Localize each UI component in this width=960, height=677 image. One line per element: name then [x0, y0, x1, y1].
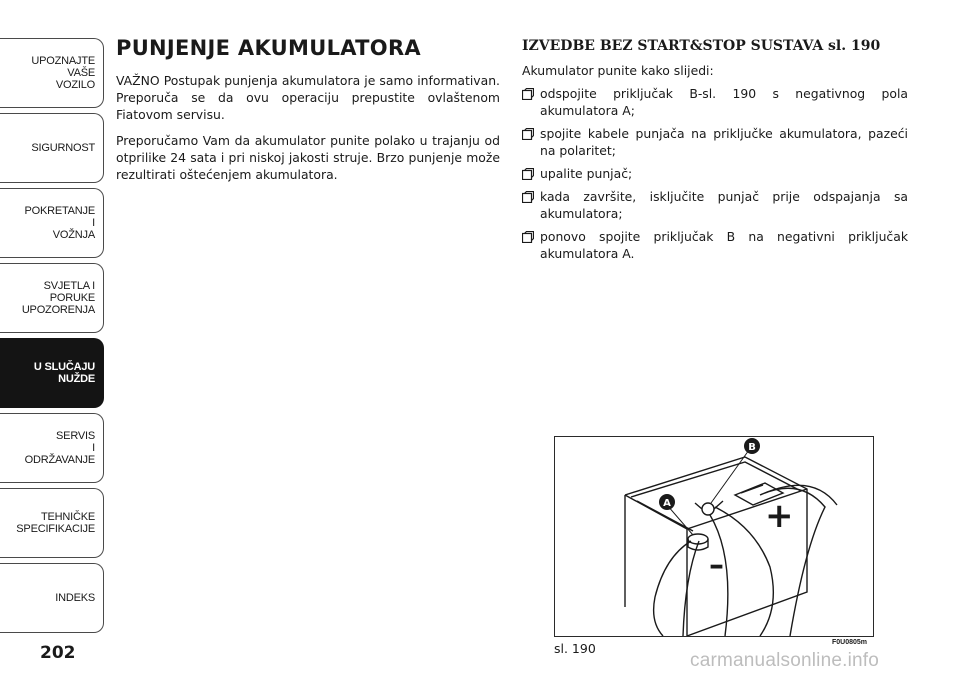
list-item: [522, 125, 908, 159]
subsection-heading: IZVEDBE BEZ START&STOP SUSTAVA sl. 190: [522, 38, 881, 54]
battery-figure: [554, 436, 874, 637]
step-text: kada završite, isključite punjač prije odspajanja sa akumulatora;: [540, 189, 908, 221]
battery-illustration: [555, 437, 873, 636]
checkbox-bullet-icon: [522, 168, 534, 180]
list-item: [522, 85, 908, 119]
tab-u-slucaju-nuzde[interactable]: U SLUČAJU NUŽDE: [0, 338, 104, 408]
tab-svjetla-i-poruke-upozorenja[interactable]: SVJETLA I PORUKE UPOZORENJA: [0, 263, 104, 333]
figure-caption: sl. 190: [554, 641, 596, 656]
watermark: carmanualsonline.info: [690, 650, 880, 671]
right-column: [522, 38, 908, 268]
tab-servis-i-odrzavanje[interactable]: SERVIS I ODRŽAVANJE: [0, 413, 104, 483]
section-title: PUNJENJE AKUMULATORA: [116, 36, 421, 60]
list-item: [522, 188, 908, 222]
step-text: spojite kabele punjača na priključke akumulatora, pazeći na polaritet;: [540, 126, 908, 158]
steps-list: [522, 85, 908, 262]
callout-a-label: A: [663, 498, 671, 509]
checkbox-bullet-icon: [522, 88, 534, 100]
figure-code: F0U0805m: [832, 639, 868, 646]
tab-tehnicke-specifikacije[interactable]: TEHNIČKE SPECIFIKACIJE: [0, 488, 104, 558]
checkbox-bullet-icon: [522, 231, 534, 243]
minus-sign: –: [709, 548, 724, 583]
step-text: ponovo spojite priključak B na negativni priključak akumulatora A.: [540, 229, 908, 261]
left-column: [116, 36, 500, 192]
paragraph-important: VAŽNO Postupak punjenja akumulatora je samo informativan. Preporuča se da ovu operaciju prepustite ovlaštenom Fiatovom servisu.: [116, 73, 500, 122]
plus-sign: +: [765, 496, 794, 536]
page-number: 202: [40, 643, 76, 663]
checkbox-bullet-icon: [522, 191, 534, 203]
step-text: upalite punjač;: [540, 166, 633, 181]
tab-indeks[interactable]: INDEKS: [0, 563, 104, 633]
chapter-sidebar: [0, 0, 106, 677]
checkbox-bullet-icon: [522, 128, 534, 140]
steps-intro: Akumulator punite kako slijedi:: [522, 63, 714, 78]
list-item: [522, 165, 908, 182]
list-item: [522, 228, 908, 262]
tab-upoznajte-vase-vozilo[interactable]: UPOZNAJTE VAŠE VOZILO: [0, 38, 104, 108]
callout-b-label: B: [748, 442, 756, 453]
step-text: odspojite priključak B-sl. 190 s negativnog pola akumulatora A;: [540, 86, 908, 118]
tab-sigurnost[interactable]: SIGURNOST: [0, 113, 104, 183]
tab-pokretanje-i-voznja[interactable]: POKRETANJE I VOŽNJA: [0, 188, 104, 258]
paragraph-recommendation: Preporučamo Vam da akumulator punite polako u trajanju od otprilike 24 sata i pri niskoj jakosti struje. Brzo punjenje može rezultirati oštećenjem akumulatora.: [116, 133, 500, 182]
